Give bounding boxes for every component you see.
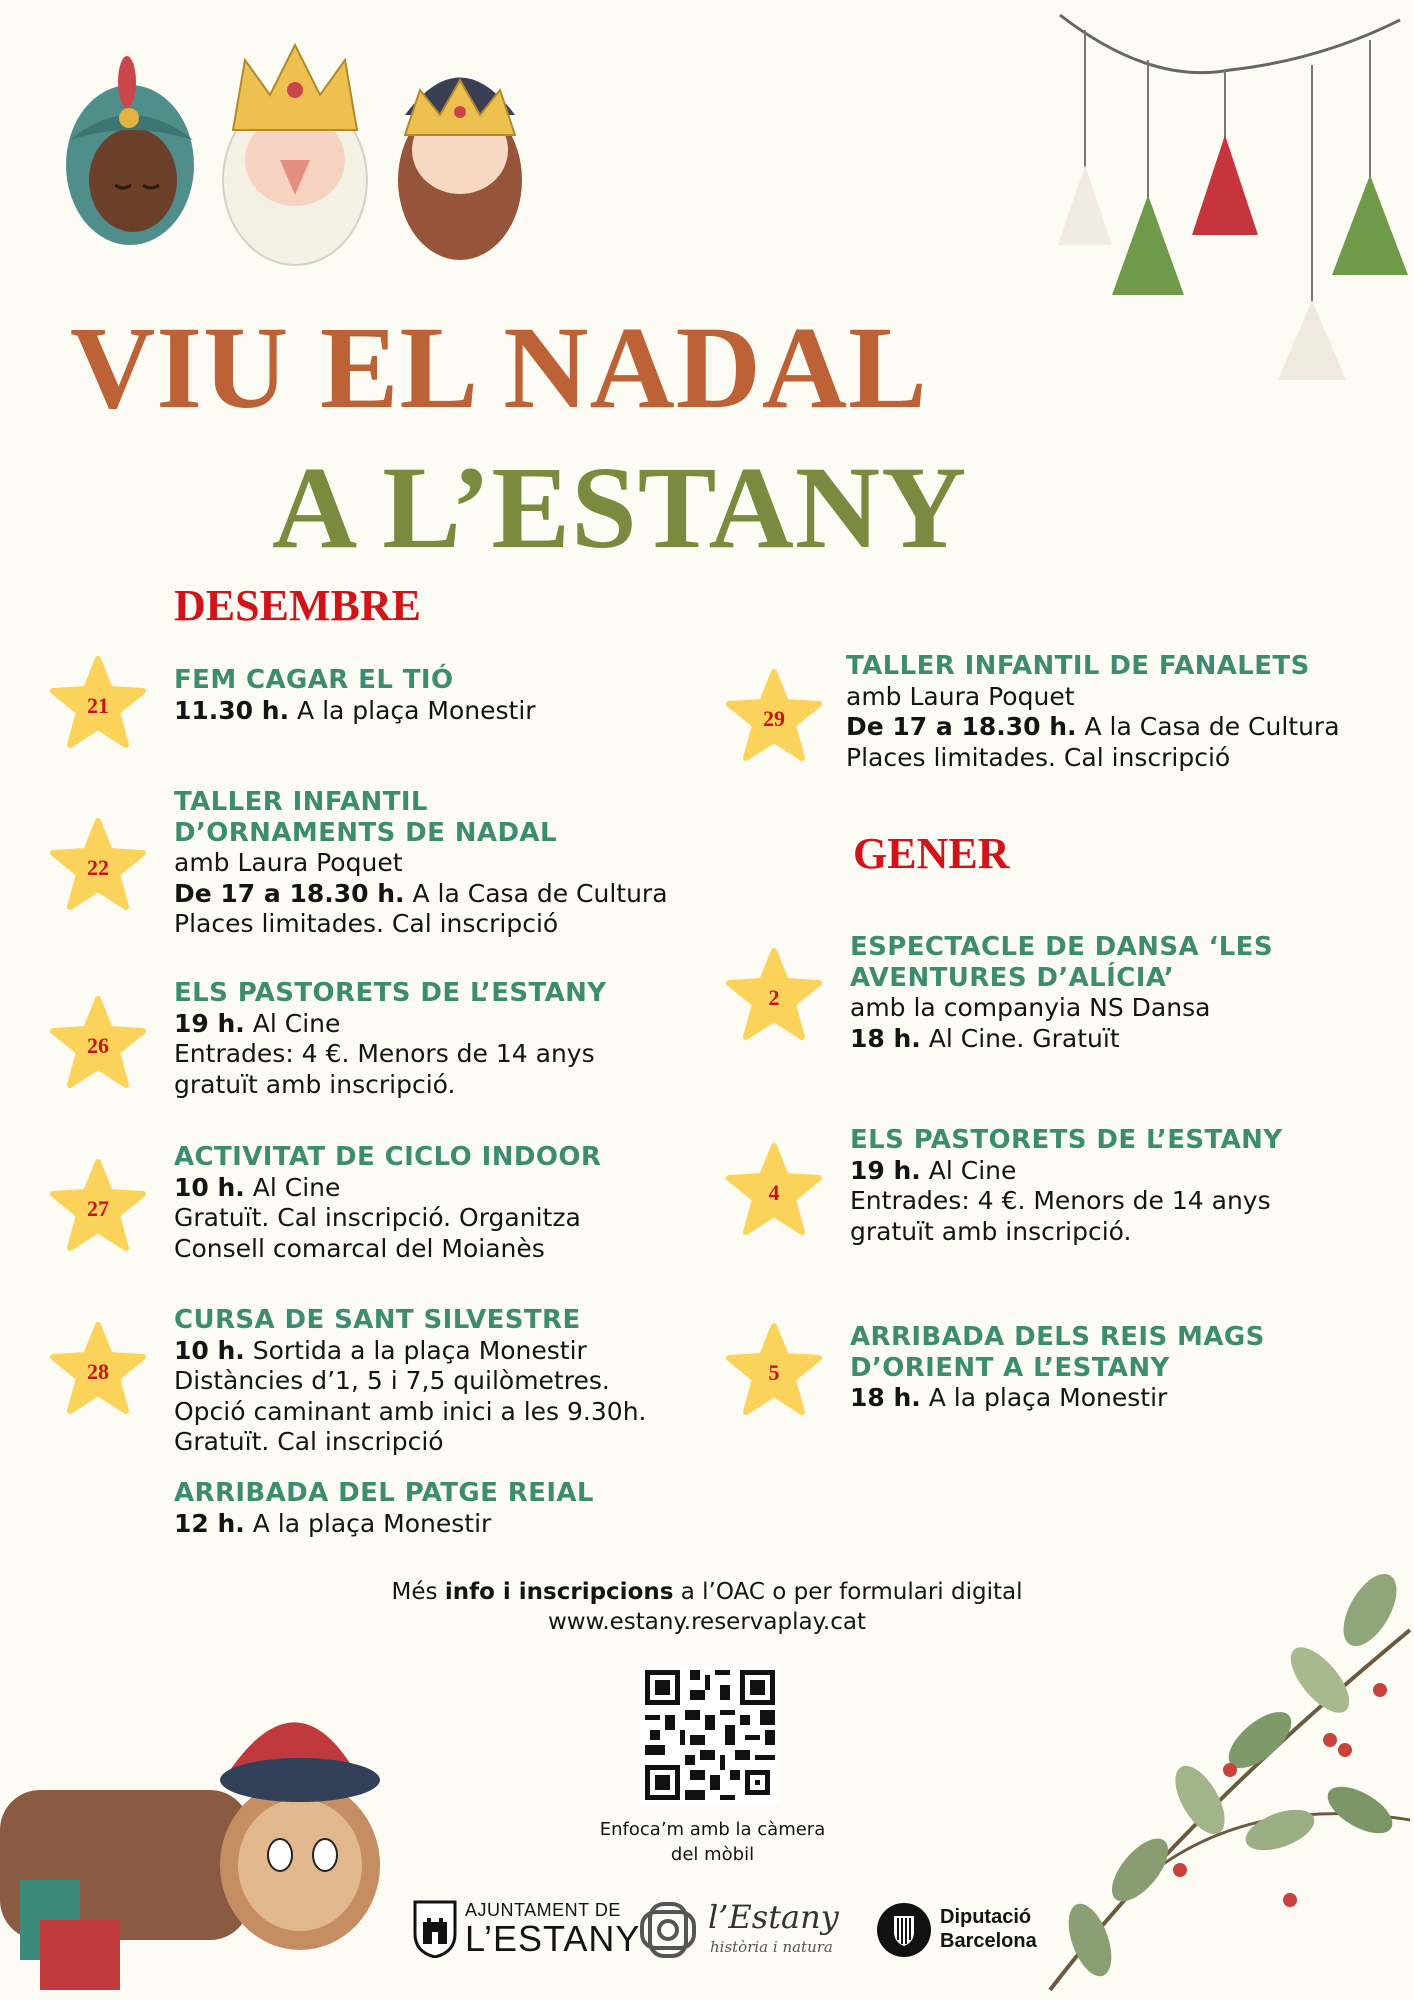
date-star-icon [724,668,824,764]
event-text: Gratuït. Cal inscripció [174,1427,444,1456]
event-time: 11.30 h. [174,695,290,725]
date-number: 5 [768,1360,780,1385]
info-suffix: a l’OAC o per formulari digital [673,1579,1023,1605]
event-time: 19 h. [850,1155,921,1185]
date-number: 28 [87,1359,109,1384]
event-detail-line [850,1024,1390,1055]
diputacio-emblem-icon [876,1902,932,1958]
info-prefix: Més [391,1579,445,1605]
date-number: 26 [87,1033,109,1058]
event-text: Entrades: 4 €. Menors de 14 anys [174,1039,595,1068]
event-patge-reial [174,1478,714,1539]
event-time: De 17 a 18.30 h. [174,878,405,908]
date-number: 29 [763,706,785,731]
date-star-icon [724,947,824,1043]
event-time: 10 h. [174,1335,245,1365]
event-fem-cagar-el-tio [174,665,714,726]
event-text: A la plaça Monestir [920,1383,1168,1412]
event-detail-line [850,993,1390,1024]
hanging-trees-illustration [1050,0,1414,400]
event-text: Al Cine. Gratuït [920,1023,1120,1053]
ajuntament-line-2: L’ESTANY [465,1918,641,1959]
lestany-tagline: història i natura [710,1938,833,1956]
event-detail-line [174,696,714,727]
event-heading: ACTIVITAT DE CICLO INDOOR [174,1142,602,1172]
event-detail-line [174,1173,714,1204]
event-detail-line [174,1509,714,1540]
knot-icon [636,1898,700,1962]
event-detail-line [850,1217,1390,1248]
event-text: Al Cine [920,1155,1017,1185]
qr-caption-line-2: del mòbil [670,1844,755,1865]
event-heading: ELS PASTORETS DE L’ESTANY [174,978,607,1008]
date-number: 21 [87,693,109,718]
event-detail-line [174,1009,714,1040]
event-detail-line [850,1383,1390,1414]
diputacio-line-2: Barcelona [940,1930,1037,1952]
event-reis-mags [850,1322,1390,1414]
event-text: Distàncies d’1, 5 i 7,5 quilòmetres. [174,1366,610,1395]
diputacio-line-1: Diputació [940,1906,1032,1928]
event-time: 18 h. [850,1383,921,1412]
event-pastorets-gen [850,1125,1390,1247]
event-detail-line [174,1397,714,1428]
tio-log-illustration [0,1690,400,2000]
event-heading: ELS PASTORETS DE L’ESTANY [850,1125,1283,1155]
castle-shield-icon [413,1900,457,1958]
date-star-icon [48,1158,148,1254]
event-detail-line [846,682,1386,713]
info-text [0,1577,1414,1607]
event-text: amb Laura Poquet [174,848,403,877]
event-text: Places limitades. Cal inscripció [846,742,1231,772]
info-bold: info i inscripcions [444,1579,674,1605]
event-text: Al Cine [244,1008,341,1038]
event-heading: ARRIBADA DEL PATGE REIAL [174,1478,594,1508]
event-text: Sortida a la plaça Monestir [244,1335,587,1365]
event-time: 19 h. [174,1008,245,1038]
event-time: 10 h. [174,1172,245,1202]
event-detail-line [174,1366,714,1397]
qr-code-icon[interactable] [640,1665,780,1805]
event-text: Consell comarcal del Moianès [174,1233,545,1263]
qr-caption-line-1: Enfoca’m amb la càmera [599,1819,826,1840]
event-espectacle-dansa [850,932,1390,1054]
event-text: gratuït amb inscripció. [850,1216,1132,1246]
info-url[interactable]: www.estany.reservaplay.cat [548,1609,866,1635]
date-number: 22 [87,855,109,880]
event-detail-line [846,712,1386,743]
month-heading-december: DESEMBRE [174,581,421,630]
event-heading: TALLER INFANTIL DE FANALETS [846,651,1310,681]
date-number: 4 [768,1180,780,1205]
event-detail-line [174,1427,714,1458]
event-text: amb Laura Poquet [846,681,1075,711]
event-detail-line [174,909,714,940]
date-star-icon [48,655,148,751]
event-text: Places limitades. Cal inscripció [174,909,559,938]
title-line-1: VIU EL NADAL [70,302,928,433]
event-text: Entrades: 4 €. Menors de 14 anys [850,1186,1271,1215]
event-taller-ornaments [174,787,714,940]
date-star-icon [48,1321,148,1417]
event-text: amb la companyia NS Dansa [850,993,1211,1022]
event-detail-line [174,1070,714,1101]
date-number: 2 [768,985,780,1010]
date-star-icon [48,817,148,913]
logo-lestany [636,1898,839,1962]
lestany-name: l’Estany [708,1898,839,1936]
event-detail-line [174,1336,714,1367]
event-time: 12 h. [174,1508,245,1538]
event-detail-line [846,743,1386,774]
date-star-icon [724,1142,824,1238]
date-star-icon [724,1322,824,1418]
event-time: 18 h. [850,1023,921,1053]
event-text: Al Cine [244,1172,341,1202]
three-kings-illustration [55,20,535,270]
event-text: A la Casa de Cultura [1076,712,1340,741]
event-text: A la plaça Monestir [289,695,536,725]
event-detail-line [174,879,714,910]
event-time: De 17 a 18.30 h. [846,712,1077,741]
event-taller-fanalets [846,651,1386,773]
event-text: Opció caminant amb inici a les 9.30h. [174,1396,647,1426]
event-text: A la plaça Monestir [244,1508,492,1538]
month-heading-january: GENER [853,829,1010,878]
event-detail-line [174,848,714,879]
qr-caption [560,1817,865,1867]
event-text: Gratuït. Cal inscripció. Organitza [174,1203,581,1232]
event-heading: ESPECTACLE DE DANSA ‘LES AVENTURES D’ALÍCIA’ [850,932,1273,993]
title-line-2: A L’ESTANY [272,442,968,573]
event-heading: ARRIBADA DELS REIS MAGS D’ORIENT A L’ESTANY [850,1322,1265,1383]
event-ciclo-indoor [174,1142,714,1264]
event-detail-line [850,1186,1390,1217]
date-star-icon [48,995,148,1091]
event-heading: CURSA DE SANT SILVESTRE [174,1305,581,1335]
event-heading: FEM CAGAR EL TIÓ [174,665,454,695]
event-detail-line [174,1203,714,1234]
event-pastorets-des [174,978,714,1100]
logo-diputacio [876,1902,1056,1958]
event-text: A la Casa de Cultura [404,878,668,908]
event-detail-line [174,1234,714,1265]
event-text: gratuït amb inscripció. [174,1069,456,1099]
ajuntament-line-1: AJUNTAMENT DE [465,1900,621,1920]
date-number: 27 [87,1196,109,1221]
event-heading: TALLER INFANTIL D’ORNAMENTS DE NADAL [174,787,557,848]
event-detail-line [174,1039,714,1070]
logo-ajuntament [413,1898,641,1962]
event-detail-line [850,1156,1390,1187]
event-sant-silvestre [174,1305,714,1458]
